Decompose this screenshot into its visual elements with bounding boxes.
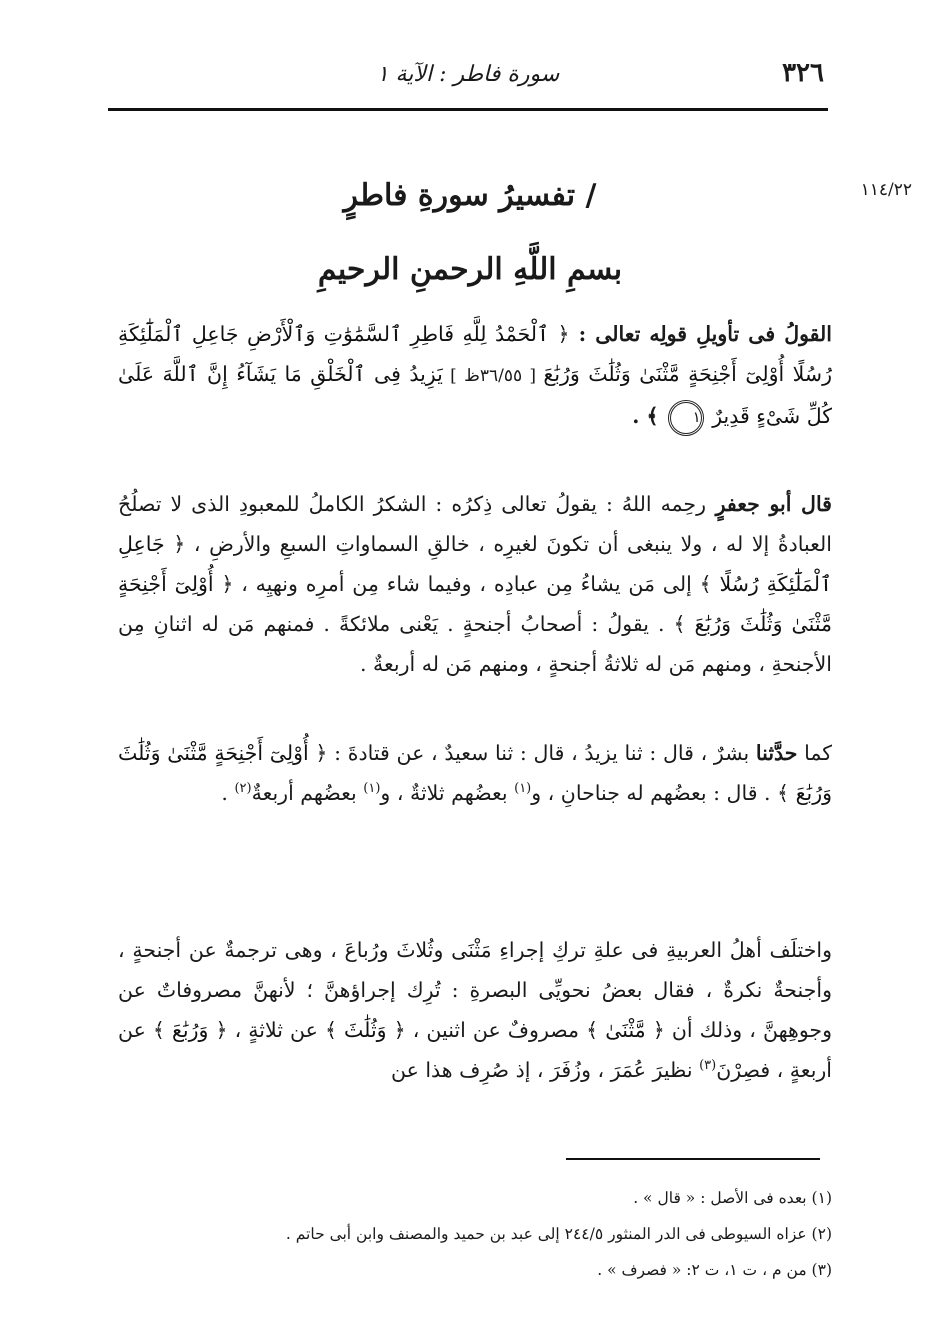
body-text: عن ثلاثةٍ ، <box>227 1018 325 1042</box>
quran-text: ﴿ وَرُبَٰعَ ﴾ <box>152 1018 228 1042</box>
body-text: بعضُهم أربعةٌ <box>251 781 364 805</box>
header-rule <box>108 108 828 111</box>
page-header <box>110 52 826 100</box>
ayah-number-mark: ١ <box>668 400 704 436</box>
basmala: بسمِ اللَّهِ الرحمنِ الرحيمِ <box>317 252 623 287</box>
paragraph-4 <box>118 930 832 1090</box>
paragraph-lead: القولُ فى تأويلِ قولِه تعالى : <box>569 322 832 346</box>
quran-text: ﴿ أُوْلِىٓ أَجْنِحَةٍ مَّثْنَىٰ وَثُلَٰثَ وَرُبَٰعَ ﴾ <box>118 572 832 636</box>
body-text: واختلَف أهلُ العربيةِ فى علةِ تركِ إجراءِ مَثْنَى وثُلاثَ ورُباعَ ، وهى ترجمةٌ عن أجنحةٍ ، وأجنحةٌ نكرةٌ ، فقال بعضُ نحويِّى البصرةِ : تُرِك إجراؤهنَّ ؛ لأنهنَّ مصروفاتٌ عن وجوهِهنَّ ، وذلك أن <box>118 938 832 1042</box>
footnotes <box>118 1180 832 1288</box>
body-text: مصروفٌ عن اثنين ، <box>405 1018 587 1042</box>
margin-reference: ١١٤/٢٢ <box>860 180 912 200</box>
body-text: إلى مَن يشاءُ مِن عبادِه ، وفيما شاء مِن أمرِه ونهيِه ، <box>233 572 700 596</box>
body-text: بعضُهم ثلاثةٌ ، و <box>380 781 515 805</box>
paragraph-lead: حدَّثنا <box>755 741 798 765</box>
body-text: رحِمه اللهُ : يقولُ تعالى ذِكرُه : الشكرُ الكاملُ للمعبودِ الذى لا تصلُحُ العبادةُ إلا له ، ولا ينبغى أن تكونَ لغيرِه ، خالقِ السماواتِ السبعِ والأرضِ ، <box>118 492 832 556</box>
footnote-marker: (١) <box>514 781 532 797</box>
running-title: سورة فاطر : الآية ١ <box>376 62 560 87</box>
quran-text: ﴿ وَثُلَٰثَ ﴾ <box>324 1018 406 1042</box>
footnote-item: (١) بعده فى الأصل : « قال » . <box>633 1189 832 1207</box>
footnote-item: (٣) من م ، ت ١، ت ٢: « فصرف » . <box>597 1261 832 1279</box>
manuscript-folio-note: [ ٣٦/٥٥ظ ] <box>442 366 544 386</box>
body-text: كما <box>797 741 833 765</box>
body-text: . يقولُ : أصحابُ أجنحةٍ . يَعْنى ملائكةً . فمنهم مَن له اثنانِ مِن الأجنحةِ ، ومنهم مَن له ثلاثةُ أجنحةٍ ، ومنهم مَن له أربعةٌ . <box>118 612 832 676</box>
body-text: . قال : بعضُهم له جناحانِ ، و <box>531 781 778 805</box>
page-number: ٣٢٦ <box>782 58 824 88</box>
footnote-item: (٢) عزاه السيوطى فى الدر المنثور ٢٤٤/٥ إلى عبد بن حميد والمصنف وابن أبى حاتم . <box>285 1225 832 1243</box>
footnote-separator <box>566 1158 820 1160</box>
section-title: / تفسيرُ سورةِ فاطرٍ <box>343 178 597 213</box>
paragraph-2 <box>118 484 832 684</box>
paragraph-3 <box>118 733 832 813</box>
verse-end: ﴾ . <box>632 404 666 428</box>
body-text: نظيرَ عُمَرَ ، وزُفَرَ ، إذ صُرِف هذا عن <box>390 1058 700 1082</box>
quran-text: يَزِيدُ فِى ٱلْخَلْقِ مَا يَشَآءُ إِنَّ ٱللَّهَ عَلَىٰ كُلِّ شَىْءٍ قَدِيرٌ <box>118 362 832 428</box>
footnote-marker: (٢) <box>234 781 252 797</box>
quran-text: ﴿ أُوْلِىٓ أَجْنِحَةٍ مَّثْنَىٰ وَثُلَٰثَ وَرُبَٰعَ ﴾ <box>118 741 832 805</box>
quran-text: ﴿ جَاعِلِ ٱلْمَلَٰٓئِكَةِ رُسُلًا ﴾ <box>118 532 833 596</box>
body-text: عن أربعةٍ ، فصِرْنَ <box>118 1018 832 1082</box>
footnote-marker: (١) <box>363 781 381 797</box>
footnote-marker: (٣) <box>699 1058 717 1074</box>
body-text: . <box>221 781 235 805</box>
paragraph-lead: قال أبو جعفرٍ <box>705 492 832 516</box>
paragraph-1 <box>118 314 832 436</box>
quran-text: ﴿ مَّثْنَىٰ ﴾ <box>586 1018 665 1042</box>
body-text: بشرٌ ، قال : ثنا يزيدُ ، قال : ثنا سعيدٌ ، عن قتادةَ : <box>327 741 756 765</box>
quran-text: ﴿ ٱلْحَمْدُ لِلَّهِ فَاطِرِ ٱلسَّمَٰوَٰتِ وَٱلْأَرْضِ جَاعِلِ ٱلْمَلَٰٓئِكَةِ رُسُلًا أُوْلِىٓ أَجْنِحَةٍ مَّثْنَىٰ وَثُلَٰثَ وَرُبَٰعَ <box>118 322 832 386</box>
